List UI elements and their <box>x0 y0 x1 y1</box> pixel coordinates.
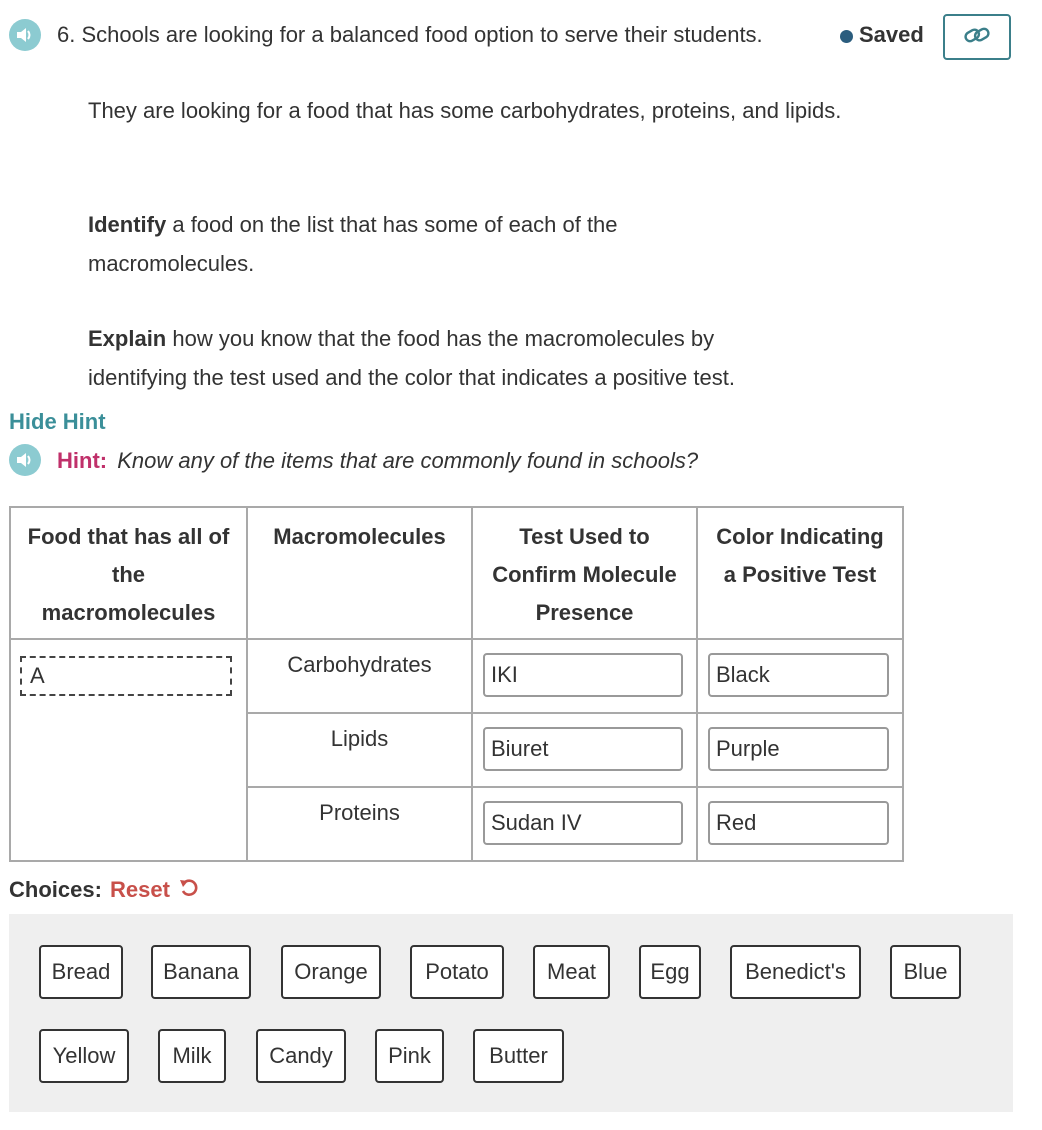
table-header-row <box>10 507 903 639</box>
color-input-proteins[interactable]: Red <box>708 801 889 845</box>
food-dropzone[interactable]: A <box>20 656 232 696</box>
choice-chip[interactable]: Blue <box>890 945 961 999</box>
header-macromolecules: Macromolecules <box>247 507 472 639</box>
saved-dot-icon <box>840 30 853 43</box>
choice-chip[interactable]: Orange <box>281 945 381 999</box>
test-input-carbohydrates[interactable]: IKI <box>483 653 683 697</box>
choice-chip[interactable]: Pink <box>375 1029 444 1083</box>
choice-chip[interactable]: Benedict's <box>730 945 861 999</box>
identify-rest: a food on the list that has some of each of the macromolecules. <box>88 212 618 276</box>
choice-chip[interactable]: Butter <box>473 1029 564 1083</box>
choice-chip[interactable]: Milk <box>158 1029 226 1083</box>
link-button[interactable] <box>943 14 1011 60</box>
question-title: 6. Schools are looking for a balanced food option to serve their students. <box>57 22 763 47</box>
choice-chip[interactable]: Egg <box>639 945 701 999</box>
hint-label: Hint: <box>57 448 108 473</box>
hint-audio-speaker-icon[interactable] <box>9 444 41 476</box>
color-input-carbohydrates[interactable]: Black <box>708 653 889 697</box>
test-input-proteins[interactable]: Sudan IV <box>483 801 683 845</box>
header-test: Test Used to Confirm Molecule Presence <box>472 507 697 639</box>
link-icon <box>963 25 991 50</box>
question-paragraph-2 <box>88 205 688 283</box>
saved-status <box>840 22 924 48</box>
hide-hint-link[interactable]: Hide Hint <box>9 409 106 434</box>
undo-icon <box>178 877 200 905</box>
question-paragraph-1: They are looking for a food that has some carbohydrates, proteins, and lipids. <box>88 98 842 123</box>
macro-cell: Proteins <box>247 787 472 861</box>
hint-text: Know any of the items that are commonly found in schools? <box>117 448 699 473</box>
choices-label: Choices: <box>9 877 102 902</box>
choice-chip[interactable]: Meat <box>533 945 610 999</box>
macro-cell: Lipids <box>247 713 472 787</box>
color-input-lipids[interactable]: Purple <box>708 727 889 771</box>
header-food: Food that has all of the macromolecules <box>10 507 247 639</box>
choice-chip[interactable]: Banana <box>151 945 251 999</box>
choice-chip[interactable]: Potato <box>410 945 504 999</box>
explain-rest: how you know that the food has the macromolecules by identifying the test used and the color that indicates a positive test. <box>88 326 735 390</box>
hint-row <box>57 448 698 474</box>
test-input-lipids[interactable]: Biuret <box>483 727 683 771</box>
reset-label: Reset <box>110 877 170 902</box>
header-color: Color Indicating a Positive Test <box>697 507 903 639</box>
audio-speaker-icon[interactable] <box>9 19 41 51</box>
explain-bold: Explain <box>88 326 167 351</box>
reset-button[interactable] <box>110 877 200 905</box>
choice-chip[interactable]: Candy <box>256 1029 346 1083</box>
identify-bold: Identify <box>88 212 167 237</box>
macro-cell: Carbohydrates <box>247 639 472 713</box>
choice-chip[interactable]: Bread <box>39 945 123 999</box>
saved-label: Saved <box>859 22 924 47</box>
question-paragraph-3 <box>88 319 808 397</box>
choice-chip[interactable]: Yellow <box>39 1029 129 1083</box>
